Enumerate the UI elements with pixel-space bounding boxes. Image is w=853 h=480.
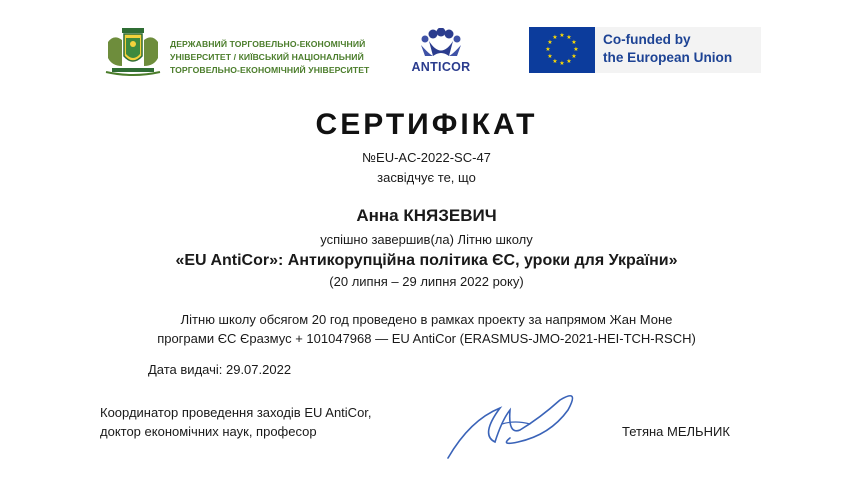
university-crest-icon (100, 22, 166, 78)
svg-text:★: ★ (559, 60, 565, 67)
university-name-line: ДЕРЖАВНИЙ ТОРГОВЕЛЬНО-ЕКОНОМІЧНИЙ (170, 39, 366, 49)
course-dates: (20 липня – 29 липня 2022 року) (329, 274, 524, 289)
coordinator-title-line-1: Координатор проведення заходів EU AntiCor, (100, 405, 372, 420)
certificate-title: СЕРТИФІКАТ (315, 108, 538, 141)
anticor-logo-text: ANTICOR (411, 60, 471, 74)
eu-line-1: Co-funded by (603, 32, 691, 47)
svg-text:★: ★ (571, 39, 577, 46)
signer-name: Тетяна МЕЛЬНИК (622, 424, 730, 439)
course-title: «EU AntiCor»: Антикорупційна політика ЄС, уроки для України» (175, 252, 678, 269)
svg-text:★: ★ (571, 53, 577, 60)
description-line-1: Літню школу обсягом 20 год проведено в рамках проекту за напрямом Жан Моне (180, 312, 673, 327)
svg-text:★: ★ (547, 53, 553, 60)
university-name-line: УНІВЕРСИТЕТ / КИЇВСЬКИЙ НАЦІОНАЛЬНИЙ (170, 52, 364, 62)
eu-cofunded-logo (529, 27, 761, 73)
completion-text: успішно завершив(ла) Літню школу (320, 232, 533, 247)
anticor-people-icon (415, 28, 467, 60)
svg-text:★: ★ (545, 46, 551, 53)
university-name (170, 38, 369, 77)
university-name-line: ТОРГОВЕЛЬНО-ЕКОНОМІЧНИЙ УНІВЕРСИТЕТ (170, 65, 370, 75)
svg-text:★: ★ (566, 58, 572, 65)
description-line-2: програми ЄС Єразмус + 101047968 — EU AntiCor (ERASMUS-JMO-2021-HEI-TCH-RSCH) (157, 331, 696, 346)
svg-text:★: ★ (559, 32, 565, 39)
signature-mark (440, 380, 590, 465)
svg-text:★: ★ (552, 34, 558, 41)
eu-flag-icon (529, 27, 595, 73)
svg-text:★: ★ (566, 34, 572, 41)
eu-cofunded-text (603, 31, 732, 67)
attest-text: засвідчує те, що (377, 170, 476, 185)
svg-text:★: ★ (552, 58, 558, 65)
svg-text:★: ★ (573, 46, 579, 53)
eu-line-2: the European Union (603, 50, 733, 65)
issue-date: Дата видачі: 29.07.2022 (148, 362, 292, 377)
svg-text:★: ★ (547, 39, 553, 46)
recipient-name: Анна КНЯЗЕВИЧ (356, 206, 497, 225)
coordinator-title-line-2: доктор економічних наук, професор (100, 424, 317, 439)
certificate-number: №EU-AC-2022-SC-47 (362, 150, 491, 165)
